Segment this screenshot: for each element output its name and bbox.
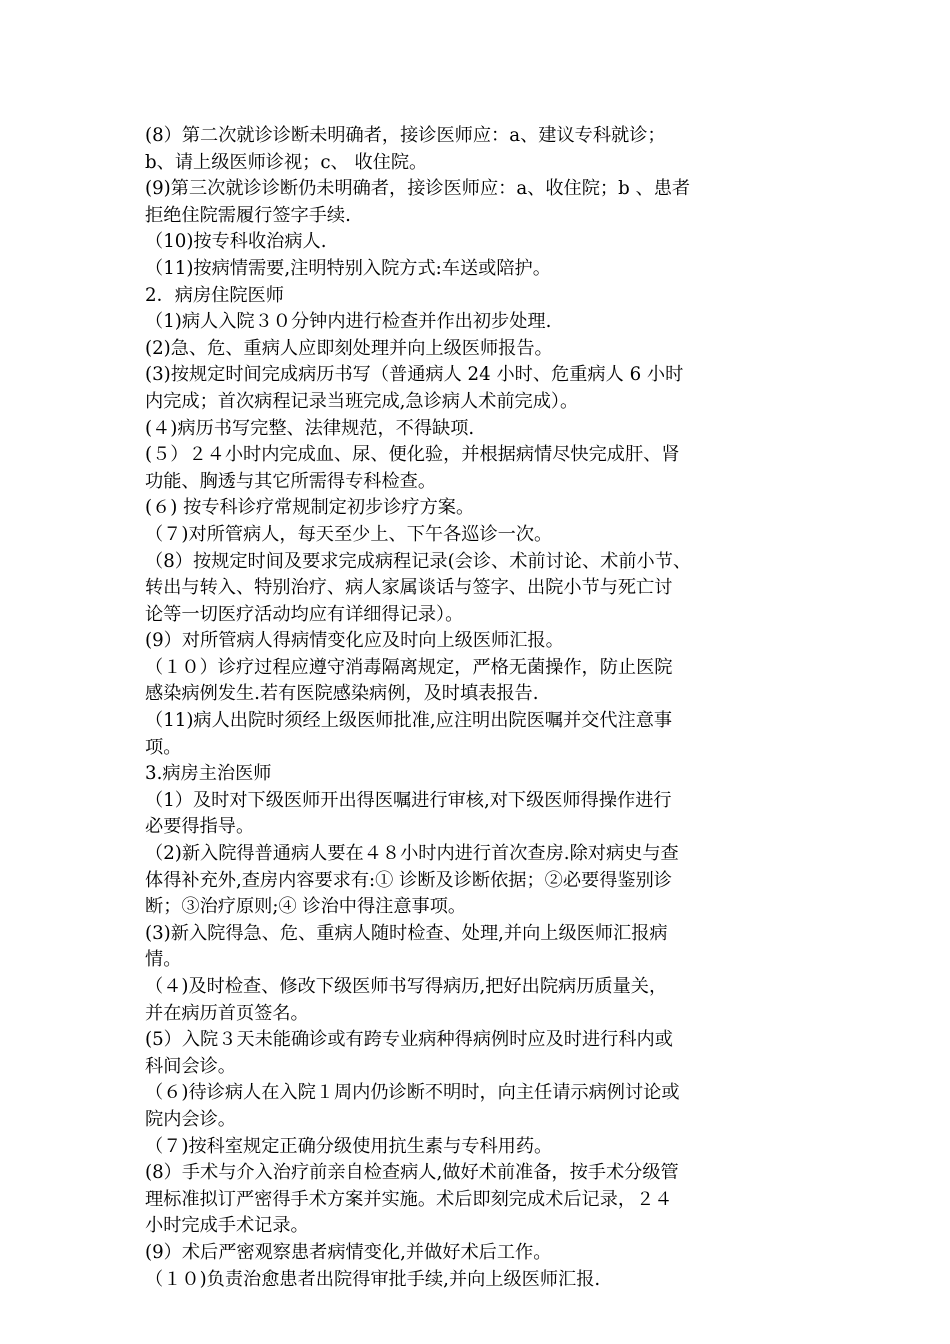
text-line: b、请上级医师诊视；c、 收住院。: [145, 151, 428, 173]
text-line: 项。: [145, 736, 182, 758]
text-line: 断；③治疗原则;④ 诊治中得注意事项。: [145, 896, 467, 918]
text-line: 内完成；首次病程记录当班完成,急诊病人术前完成）。: [145, 390, 579, 412]
text-line: 并在病历首页签名。: [145, 1002, 309, 1024]
text-line: （６)待诊病人在入院１周内仍诊断不明时，向主任请示病例讨论或: [145, 1082, 680, 1104]
text-line: （8）按规定时间及要求完成病程记录(会诊、术前讨论、术前小节、: [145, 550, 692, 572]
text-line: 感染病例发生.若有医院感染病例，及时填表报告.: [145, 683, 539, 705]
text-line: (5）入院３天未能确诊或有跨专业病种得病例时应及时进行科内或: [145, 1029, 673, 1051]
text-line: 科间会诊。: [145, 1055, 236, 1077]
text-line: (3)新入院得急、危、重病人随时检查、处理,并向上级医师汇报病: [145, 922, 668, 944]
text-line: 院内会诊。: [145, 1108, 236, 1130]
text-line: 小时完成手术记录。: [145, 1215, 309, 1237]
text-line: （11)按病情需要,注明特别入院方式:车送或陪护。: [145, 257, 551, 279]
text-line: 必要得指导。: [145, 816, 255, 838]
text-line: （1)病人入院３０分钟内进行检查并作出初步处理.: [145, 311, 552, 333]
text-line: （７)对所管病人，每天至少上、下午各巡诊一次。: [145, 523, 553, 545]
text-line: 情。: [145, 949, 182, 971]
text-line: （2)新入院得普通病人要在４８小时内进行首次查房.除对病史与查: [145, 843, 679, 865]
text-line: （1）及时对下级医师开出得医嘱进行审核,对下级医师得操作进行: [145, 789, 672, 811]
text-line: (2)急、危、重病人应即刻处理并向上级医师报告。: [145, 337, 553, 359]
text-line: 体得补充外,查房内容要求有:① 诊断及诊断依据；②必要得鉴别诊: [145, 869, 672, 891]
text-line: （11)病人出院时须经上级医师批准,应注明出院医嘱并交代注意事: [145, 710, 673, 732]
text-line: (６) 按专科诊疗常规制定初步诊疗方案。: [145, 497, 475, 519]
text-line: (3)按规定时间完成病历书写（普通病人 24 小时、危重病人 6 小时: [145, 364, 684, 386]
text-line: (8）手术与介入治疗前亲自检查病人,做好术前准备，按手术分级管: [145, 1162, 679, 1184]
text-line: 功能、胸透与其它所需得专科检查。: [145, 470, 437, 492]
text-line: （１０)负责治愈患者出院得审批手续,并向上级医师汇报.: [145, 1268, 601, 1290]
text-line: （４)及时检查、修改下级医师书写得病历,把好出院病历质量关，: [145, 976, 668, 997]
text-line: 论等一切医疗活动均应有详细得记录）。: [145, 603, 464, 625]
document-body: [145, 123, 825, 1293]
text-line: （１０）诊疗过程应遵守消毒隔离规定，严格无菌操作，防止医院: [145, 656, 673, 678]
text-line: (9）术后严密观察患者病情变化,并做好术后工作。: [145, 1241, 552, 1263]
text-line: （７)按科室规定正确分级使用抗生素与专科用药。: [145, 1135, 553, 1157]
text-line: (9)第三次就诊诊断仍未明确者，接诊医师应：a、收住院；b 、患者: [145, 178, 691, 200]
text-line: (５）２４小时内完成血、尿、便化验，并根据病情尽快完成肝、肾: [145, 444, 680, 466]
text-line: 理标准拟订严密得手术方案并实施。术后即刻完成术后记录，２４: [145, 1188, 673, 1210]
section-heading: 2．病房住院医师: [145, 284, 284, 306]
text-line: (４)病历书写完整、法律规范，不得缺项.: [145, 417, 475, 439]
text-line: 拒绝住院需履行签字手续.: [145, 204, 351, 226]
text-line: (8）第二次就诊诊断未明确者，接诊医师应：a、建议专科就诊；: [145, 125, 666, 146]
text-line: （10)按专科收治病人.: [145, 231, 327, 253]
text-line: 转出与转入、特别治疗、病人家属谈话与签字、出院小节与死亡讨: [145, 577, 673, 599]
section-heading: 3.病房主治医师: [145, 763, 272, 785]
text-line: (9）对所管病人得病情变化应及时向上级医师汇报。: [145, 630, 564, 652]
